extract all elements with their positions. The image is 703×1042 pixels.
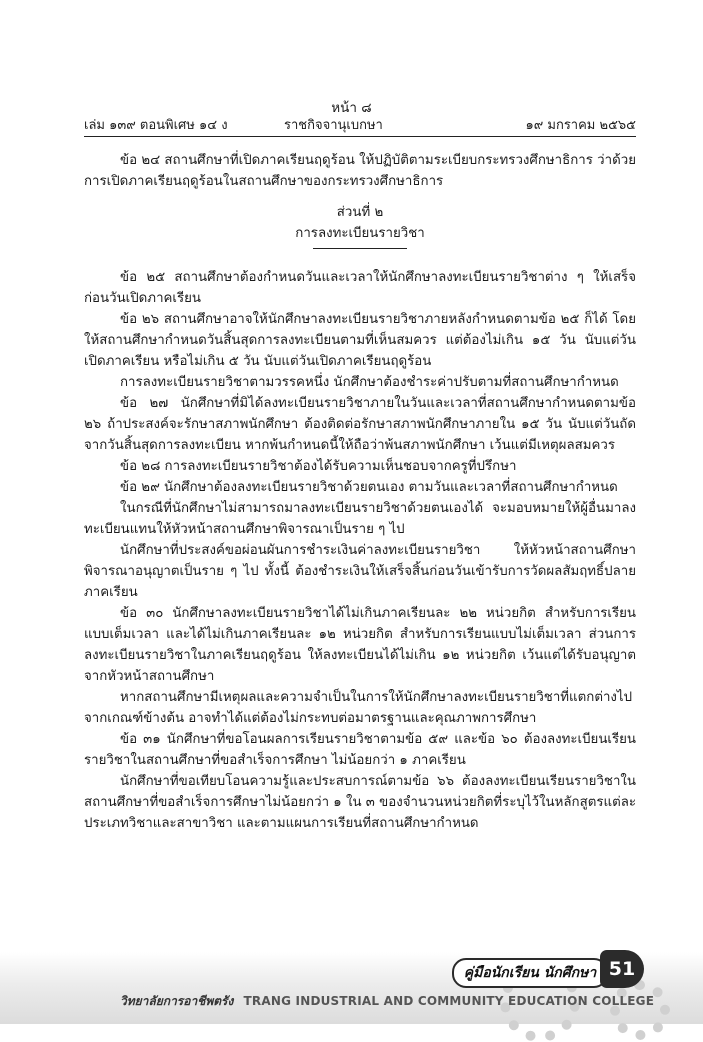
gazette-title: ราชกิจจานุเบกษา [284,118,383,133]
gazette-volume: เล่ม ๑๓๙ ตอนพิเศษ ๑๔ ง [84,118,228,133]
gazette-date: ๑๙ มกราคม ๒๕๖๕ [525,118,636,133]
college-name-english: TRANG INDUSTRIAL AND COMMUNITY EDUCATION COLLEGE [243,994,655,1008]
article-26-para-2: การลงทะเบียนรายวิชาตามวรรคหนึ่ง นักศึกษาต้องชำระค่าปรับตามที่สถานศึกษากำหนด [120,375,619,390]
article-30-para-2: หากสถานศึกษามีเหตุผลและความจำเป็นในการให้นักศึกษาลงทะเบียนรายวิชาที่แตกต่างไปจากเกณฑ์ข้างต้น อาจทำได้แต่ต้องไม่กระทบต่อมาตรฐานและคุณภาพการศึกษา [84,690,633,726]
section-title: การลงทะเบียนรายวิชา [295,226,425,241]
page-number-label: หน้า ๘ [331,100,372,116]
article-31: ข้อ ๓๑ นักศึกษาที่ขอโอนผลการเรียนรายวิชาตามข้อ ๕๙ และข้อ ๖๐ ต้องลงทะเบียนเรียนรายวิชาในสถานศึกษาที่ขอสำเร็จการศึกษา ไม่น้อยกว่า ๑ ภาคเรียน [84,732,636,768]
header-divider [84,136,636,137]
article-29-para-2: ในกรณีที่นักศึกษาไม่สามารถมาลงทะเบียนรายวิชาด้วยตนเองได้ จะมอบหมายให้ผู้อื่นมาลงทะเบียนแทนให้หัวหน้าสถานศึกษาพิจารณาเป็นราย ๆ ไป [84,501,636,537]
page-number-badge: 51 [600,950,644,988]
article-24: ข้อ ๒๔ สถานศึกษาที่เปิดภาคเรียนฤดูร้อน ให้ปฏิบัติตามระเบียบกระทรวงศึกษาธิการ ว่าด้วยการเปิดภาคเรียนฤดูร้อนในสถานศึกษาของกระทรวงศึกษาธิการ [84,153,636,189]
article-29-para-3: นักศึกษาที่ประสงค์ขอผ่อนผันการชำระเงินค่าลงทะเบียนรายวิชา ให้หัวหน้าสถานศึกษาพิจารณาอนุญาตเป็นราย ๆ ไป ทั้งนี้ ต้องชำระเงินให้เสร็จสิ้นก่อนวันเข้ารับการวัดผลสัมฤทธิ์ปลายภาคเรียน [84,543,636,600]
article-26: ข้อ ๒๖ สถานศึกษาอาจให้นักศึกษาลงทะเบียนรายวิชาภายหลังกำหนดตามข้อ ๒๕ ก็ได้ โดยให้สถานศึกษากำหนดวันสิ้นสุดการลงทะเบียนตามที่เห็นสมควร แต่ต้องไม่เกิน ๑๕ วัน นับแต่วันเปิดภาคเรียน หรือไม่เกิน ๕ วัน นับแต่วันเปิดภาคเรียนฤดูร้อน [84,312,636,369]
college-name [120,992,654,1011]
article-29: ข้อ ๒๙ นักศึกษาต้องลงทะเบียนรายวิชาด้วยตนเอง ตามวันและเวลาที่สถานศึกษากำหนด [120,480,618,495]
article-30: ข้อ ๓๐ นักศึกษาลงทะเบียนรายวิชาได้ไม่เกินภาคเรียนละ ๒๒ หน่วยกิต สำหรับการเรียนแบบเต็มเวลา และได้ไม่เกินภาคเรียนละ ๑๒ หน่วยกิต สำหรับการเรียนแบบไม่เต็มเวลา ส่วนการลงทะเบียนรายวิชาในภาคเรียนฤดูร้อน ให้ลงทะเบียนได้ไม่เกิน ๑๒ หน่วยกิต เว้นแต่ได้รับอนุญาตจากหัวหน้าสถานศึกษา [84,606,636,684]
article-25: ข้อ ๒๕ สถานศึกษาต้องกำหนดวันและเวลาให้นักศึกษาลงทะเบียนรายวิชาต่าง ๆ ให้เสร็จก่อนวันเปิดภาคเรียน [84,270,636,306]
section-title-underline [313,248,407,249]
handbook-label: คู่มือนักเรียน นักศึกษา [452,958,608,988]
college-name-thai: วิทยาลัยการอาชีพตรัง [120,994,234,1008]
article-28: ข้อ ๒๘ การลงทะเบียนรายวิชาต้องได้รับความเห็นชอบจากครูที่ปรึกษา [120,459,517,474]
article-27: ข้อ ๒๗ นักศึกษาที่มิได้ลงทะเบียนรายวิชาภายในวันและเวลาที่สถานศึกษากำหนดตามข้อ ๒๖ ถ้าประสงค์จะรักษาสภาพนักศึกษา ต้องติดต่อรักษาสภาพนักศึกษาภายใน ๑๕ วัน นับแต่วันถัดจากวันสิ้นสุดการลงทะเบียน หากพ้นกำหนดนี้ให้ถือว่าพ้นสภาพนักศึกษา เว้นแต่มีเหตุผลสมควร [84,396,636,453]
section-number: ส่วนที่ ๒ [336,205,384,220]
document-body [84,150,636,834]
gazette-header [84,114,636,134]
article-31-para-2: นักศึกษาที่ขอเทียบโอนความรู้และประสบการณ์ตามข้อ ๖๖ ต้องลงทะเบียนเรียนรายวิชาในสถานศึกษาที่ขอสำเร็จการศึกษาไม่น้อยกว่า ๑ ใน ๓ ของจำนวนหน่วยกิตที่ระบุไว้ในหลักสูตรแต่ละประเภทวิชาและสาขาวิชา และตามแผนการเรียนที่สถานศึกษากำหนด [84,774,636,831]
